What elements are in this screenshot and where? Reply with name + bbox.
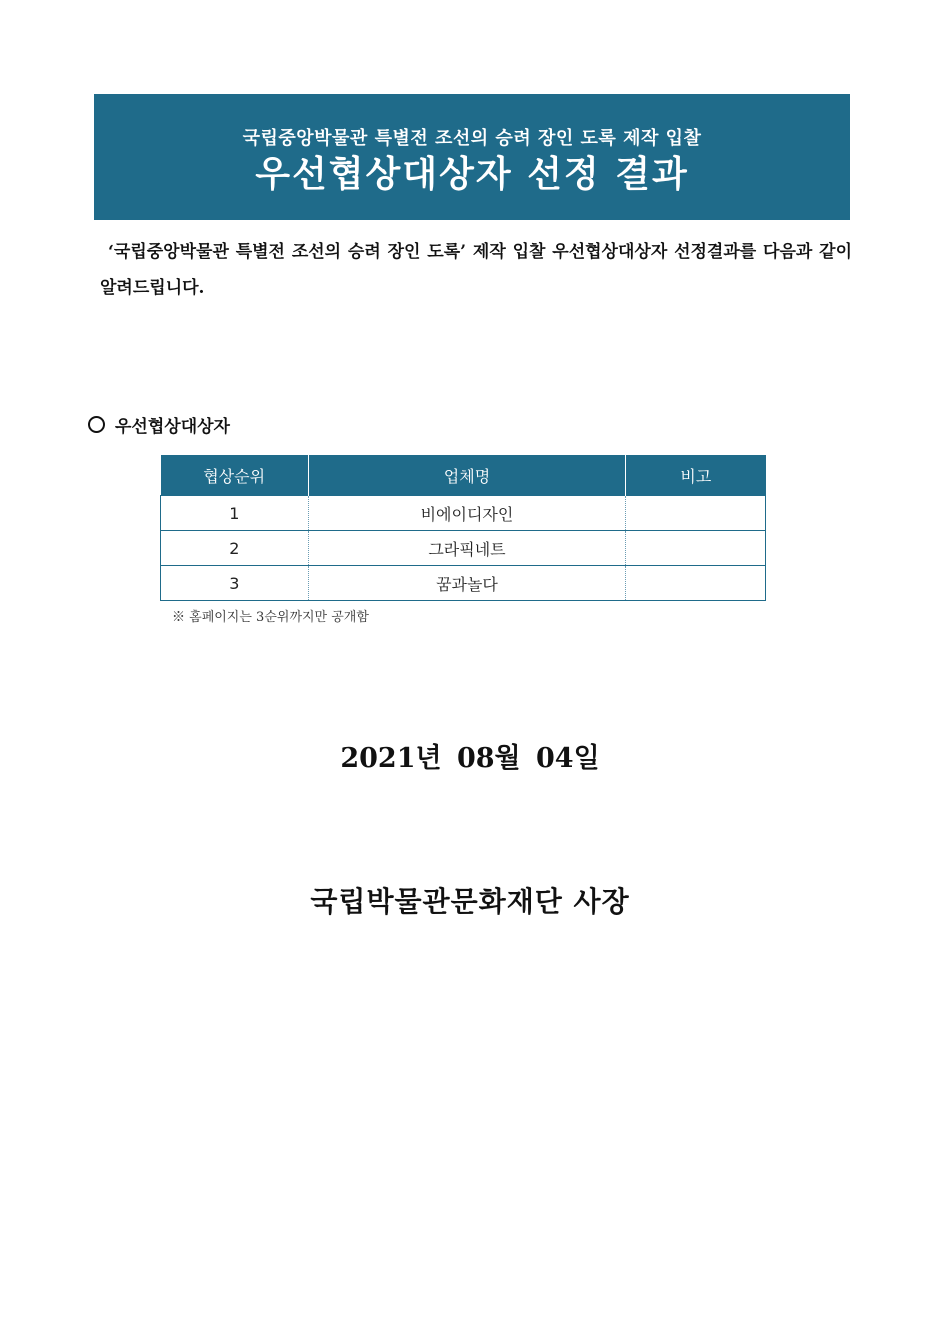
announcement-date: 2021년 08월 04일 xyxy=(340,743,600,774)
header-company: 업체명 xyxy=(308,455,625,496)
cell-rank: 1 xyxy=(161,496,309,531)
table-row xyxy=(161,496,766,531)
ranking-table xyxy=(160,455,766,601)
intro-paragraph: ‘국립중앙박물관 특별전 조선의 승려 장인 도록’ 제작 입찰 우선협상대상자 선정결과를 다음과 같이 알려드립니다. xyxy=(100,242,852,298)
table-header-row xyxy=(161,455,766,496)
section-heading xyxy=(88,412,230,437)
cell-company: 꿈과놀다 xyxy=(308,566,625,601)
cell-rank: 3 xyxy=(161,566,309,601)
table-row xyxy=(161,566,766,601)
table-row xyxy=(161,531,766,566)
cell-remarks xyxy=(626,531,766,566)
footnote: ※ 홈페이지는 3순위까지만 공개함 xyxy=(172,610,369,625)
cell-rank: 2 xyxy=(161,531,309,566)
circle-bullet-icon xyxy=(88,416,105,433)
cell-company: 비에이디자인 xyxy=(308,496,625,531)
banner-title: 우선협상대상자 선정 결과 xyxy=(255,154,689,195)
signer-name: 국립박물관문화재단 사장 xyxy=(310,885,630,918)
section-heading-label: 우선협상대상자 xyxy=(115,417,230,437)
title-banner xyxy=(94,94,850,220)
cell-remarks xyxy=(626,496,766,531)
cell-company: 그라픽네트 xyxy=(308,531,625,566)
cell-remarks xyxy=(626,566,766,601)
header-remarks: 비고 xyxy=(626,455,766,496)
banner-subtitle: 국립중앙박물관 특별전 조선의 승려 장인 도록 제작 입찰 xyxy=(242,128,702,149)
header-rank: 협상순위 xyxy=(161,455,309,496)
